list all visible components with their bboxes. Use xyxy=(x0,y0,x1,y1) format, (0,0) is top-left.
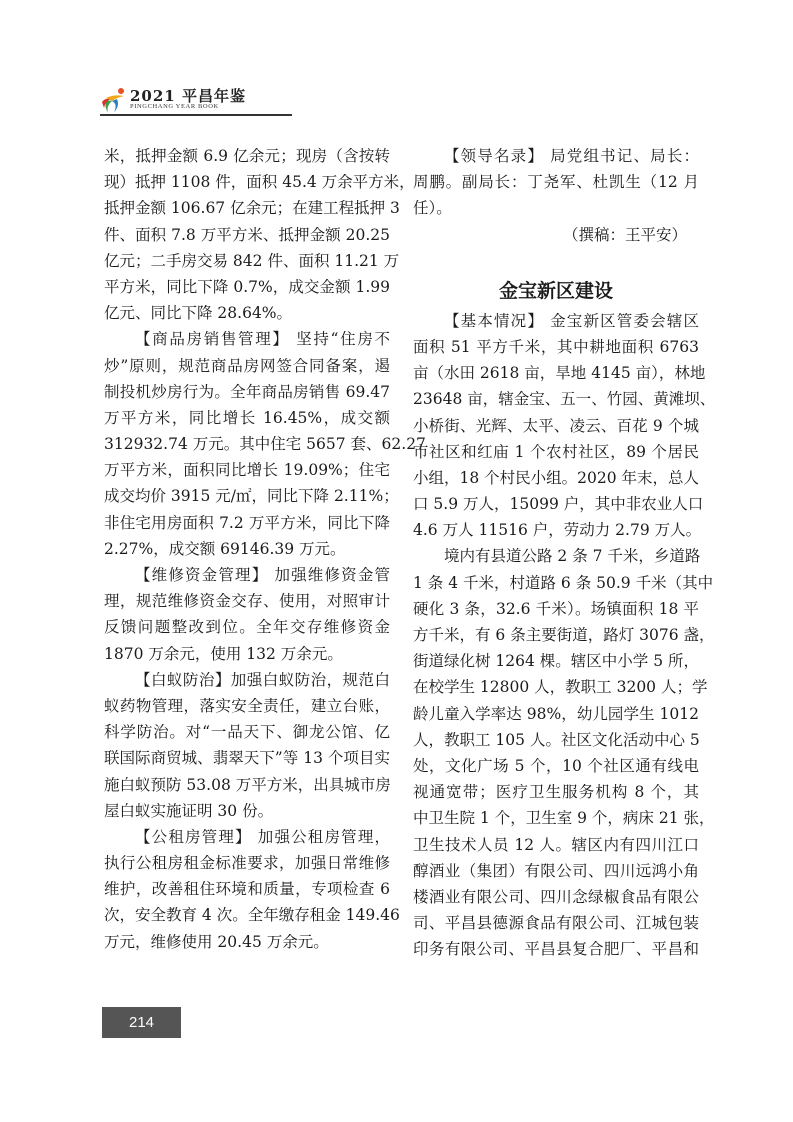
text-line: 境内有县道公路 2 条 7 千米，乡道路 xyxy=(444,547,701,566)
text-line: （撰稿：王平安） xyxy=(562,225,687,244)
text-line: 非住宅用房面积 7.2 万平方米，同比下降 xyxy=(104,513,390,532)
text-line: 反馈问题整改到位。全年交存维修资金 xyxy=(104,618,390,637)
text-line: 米，抵押金额 6.9 亿余元；现房（含按转 xyxy=(104,147,390,165)
text-line: 成交均价 3915 元/㎡，同比下降 2.11%； xyxy=(104,487,399,506)
text-line: 市社区和红庙 1 个农村社区，89 个居民 xyxy=(413,442,699,461)
text-line: 平方米，同比下降 0.7%，成交金额 1.99 xyxy=(104,277,390,296)
text-line: 中卫生院 1 个，卫生室 9 个，病床 21 张， xyxy=(413,809,715,828)
text-line: 抵押金额 106.67 亿余元；在建工程抵押 3 xyxy=(104,199,400,218)
text-line: 联国际商贸城、翡翠天下”等 13 个项目实 xyxy=(104,749,390,768)
text-line: 小组，18 个村民小组。2020 年末，总人 xyxy=(413,468,700,487)
text-line: 制投机炒房行为。全年商品房销售 69.47 xyxy=(104,382,390,401)
text-line: 执行公租房租金标准要求，加强日常维修 xyxy=(104,854,390,873)
text-line: 件、面积 7.8 万平方米、抵押金额 20.25 xyxy=(104,225,390,244)
jinbao-section-body xyxy=(413,308,716,963)
text-line: 施白蚁预防 53.08 万平方米，出具城市房 xyxy=(104,775,391,794)
text-line: 龄儿童入学率达 98%，幼儿园学生 1012 xyxy=(413,704,699,723)
header-title: 2021 平昌年鉴 xyxy=(130,87,246,105)
text-line: 【领导名录】 局党组书记、局长： xyxy=(444,147,699,165)
text-line: 司、平昌县德源食品有限公司、江城包装 xyxy=(413,914,699,933)
text-line: 视通宽带；医疗卫生服务机构 8 个，其 xyxy=(413,783,699,802)
text-line: 23648 亩，辖金宝、五一、竹园、黄滩坝、 xyxy=(413,390,716,409)
text-line: 任）。 xyxy=(413,199,452,218)
text-line: 街道绿化树 1264 棵。辖区中小学 5 所， xyxy=(413,652,700,671)
text-line: 楼酒业有限公司、四川念绿椒食品有限公 xyxy=(413,887,699,906)
text-line: 维护，改善租住环境和质量，专项检查 6 xyxy=(104,880,390,899)
text-line: 312932.74 万元。其中住宅 5657 套、62.27 xyxy=(104,435,426,454)
header-subtitle: PINGCHANG YEAR BOOK xyxy=(130,103,219,110)
text-line: 卫生技术人员 12 人。辖区内有四川江口 xyxy=(413,835,699,854)
text-line: 2.27%，成交额 69146.39 万元。 xyxy=(104,539,346,558)
text-line: 万平方米，同比增长 16.45%，成交额 xyxy=(104,408,390,427)
text-line: 口 5.9 万人，15099 户，其中非农业人口 xyxy=(413,495,704,514)
text-line: 炒”原则，规范商品房网签合同备案，遏 xyxy=(104,356,390,375)
leaders-section xyxy=(413,143,699,248)
text-line: 科学防治。对“一品天下、御龙公馆、亿 xyxy=(104,723,390,742)
text-line: 万平方米，面积同比增长 19.09%；住宅 xyxy=(104,461,390,480)
section-title: 金宝新区建设 xyxy=(498,279,613,302)
text-line: 方千米，有 6 条主要街道，路灯 3076 盏， xyxy=(413,626,715,644)
text-line: 1870 万余元，使用 132 万余元。 xyxy=(104,644,343,663)
text-line: 【商品房销售管理】 坚持“住房不 xyxy=(135,330,390,349)
text-line: 处，文化广场 5 个，10 个社区通有线电 xyxy=(413,756,699,775)
page-header xyxy=(100,84,292,116)
text-line: 1 条 4 千米，村道路 6 条 50.9 千米（其中 xyxy=(413,573,714,592)
text-line: 醇酒业（集团）有限公司、四川远鸿小角 xyxy=(413,861,699,880)
left-column xyxy=(104,143,426,955)
text-line: 亩（水田 2618 亩，旱地 4145 亩），林地 xyxy=(413,364,706,383)
text-line: 亿元、同比下降 28.64%。 xyxy=(104,304,293,323)
text-line: 4.6 万人 11516 户，劳动力 2.79 万人。 xyxy=(413,521,702,540)
header-rule xyxy=(100,114,292,116)
yearbook-logo-icon xyxy=(100,86,128,114)
text-line: 【维修资金管理】 加强维修资金管 xyxy=(135,566,390,584)
text-line: 万元，维修使用 20.45 万余元。 xyxy=(104,932,329,951)
text-line: 屋白蚁实施证明 30 份。 xyxy=(104,801,274,820)
text-line: 印务有限公司、平昌县复合肥厂、平昌和 xyxy=(413,940,699,959)
text-line: 面积 51 平方千米，其中耕地面积 6763 xyxy=(413,337,699,356)
right-column xyxy=(413,143,716,962)
text-line: 【公租房管理】 加强公租房管理， xyxy=(135,827,390,846)
text-line: 人，教职工 105 人。社区文化活动中心 5 xyxy=(413,730,700,749)
text-line: 蚁药物管理，落实安全责任，建立台账， xyxy=(104,696,390,715)
text-line: 次，安全教育 4 次。全年缴存租金 149.46 xyxy=(104,906,400,925)
page-number: 214 xyxy=(102,1007,181,1038)
text-line: 小桥街、光辉、太平、凌云、百花 9 个城 xyxy=(413,416,699,435)
text-line: 周鹏。副局长：丁尧军、杜凯生（12 月 xyxy=(413,173,699,192)
text-line: 现）抵押 1108 件，面积 45.4 万余平方米， xyxy=(104,173,415,192)
text-line: 在校学生 12800 人，教职工 3200 人；学 xyxy=(413,678,708,697)
text-line: 【基本情况】 金宝新区管委会辖区 xyxy=(444,311,699,330)
text-line: 硬化 3 条，32.6 千米）。场镇面积 18 平 xyxy=(413,599,699,618)
text-line: 理，规范维修资金交存、使用，对照审计 xyxy=(104,592,390,611)
text-line: 亿元；二手房交易 842 件、面积 11.21 万 xyxy=(104,251,400,270)
text-line: 【白蚁防治】加强白蚁防治，规范白 xyxy=(135,670,390,689)
